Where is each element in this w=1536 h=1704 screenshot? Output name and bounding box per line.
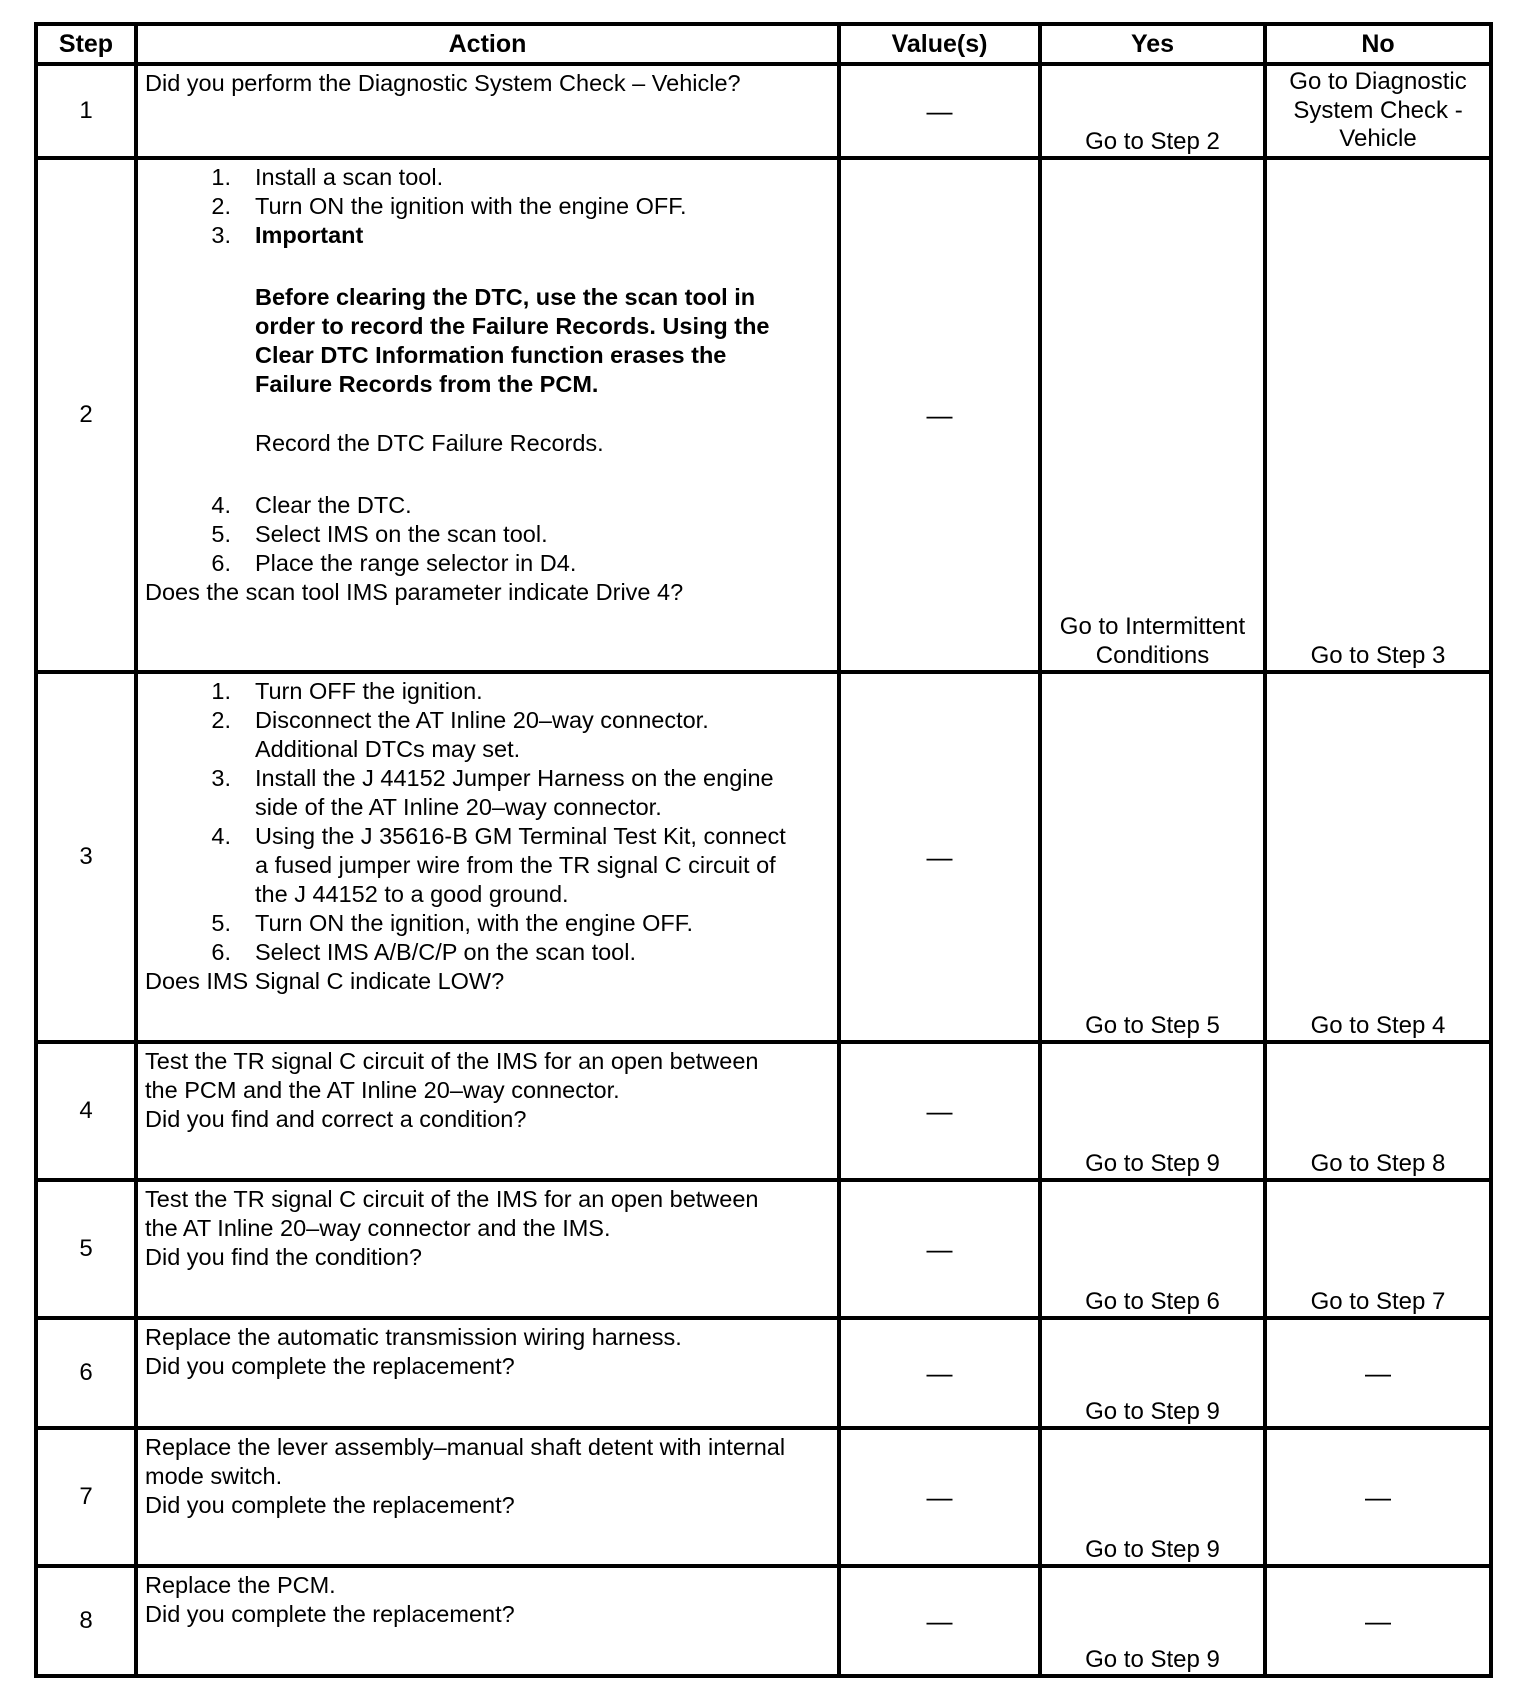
no-cell [1265,64,1491,158]
action-cell [136,64,839,158]
table-row-step-6 [36,1318,1491,1428]
list-item: 2. Turn ON the ignition with the engine OFF. [211,193,687,219]
header-action: Action [136,24,839,64]
list-item: 6. Select IMS A/B/C/P on the scan tool. [211,939,636,965]
no-cell: Go to Step 4 [1265,672,1491,1042]
step-number: 6 [36,1318,136,1428]
table-row-step-7 [36,1428,1491,1566]
table-row-step-8 [36,1566,1491,1676]
value-cell: — [839,672,1040,1042]
question-text: Did you complete the replacement? [145,1492,515,1518]
important-note: Before clearing the DTC, use the scan tool in order to record the Failure Records. Using the Clear DTC Information function erases the Failure Records from the PCM. [255,284,770,397]
diagnostic-table [34,22,1493,1678]
yes-cell: Go to Step 9 [1040,1566,1265,1676]
header-step: Step [36,24,136,64]
step-number: 4 [36,1042,136,1180]
list-item: 1. Install a scan tool. [211,164,444,190]
header-row [36,24,1491,64]
step-number: 8 [36,1566,136,1676]
value-cell: — [839,1428,1040,1566]
action-cell [136,158,839,672]
procedure-list [145,491,829,578]
yes-cell: Go to Step 2 [1040,64,1265,158]
table-row-step-5 [36,1180,1491,1318]
action-text: Did you perform the Diagnostic System Check – Vehicle? [145,70,741,96]
no-cell: Go to Step 3 [1265,158,1491,672]
yes-cell: Go to Step 5 [1040,672,1265,1042]
no-cell: Go to Step 8 [1265,1042,1491,1180]
list-item: 5. Turn ON the ignition, with the engine OFF. [211,910,694,936]
yes-cell: Go to Step 6 [1040,1180,1265,1318]
no-line: Vehicle [1339,125,1417,152]
list-item: 2. Disconnect the AT Inline 20–way connector. Additional DTCs may set. [211,707,709,762]
action-cell: Replace the automatic transmission wiring harness. Did you complete the replacement? [136,1318,839,1428]
value-cell: — [839,158,1040,672]
table-row-step-1 [36,64,1491,158]
step-number: 5 [36,1180,136,1318]
no-line: System Check - [1293,96,1463,124]
header-values: Value(s) [839,24,1040,64]
value-cell: — [839,64,1040,158]
question-text: Did you complete the replacement? [145,1353,515,1379]
table-row-step-2 [36,158,1491,672]
action-cell: Replace the lever assembly–manual shaft detent with internal mode switch. Did you complete the replacement? [136,1428,839,1566]
no-cell: — [1265,1318,1491,1428]
no-line: Go to Diagnostic [1289,68,1467,95]
question-text: Did you find the condition? [145,1244,422,1270]
list-item: 6. Place the range selector in D4. [211,550,577,576]
question-text: Does the scan tool IMS parameter indicate Drive 4? [145,579,684,605]
list-item: 1. Turn OFF the ignition. [211,678,483,704]
value-cell: — [839,1042,1040,1180]
no-cell: — [1265,1428,1491,1566]
question-text: Did you find and correct a condition? [145,1106,527,1132]
value-cell: — [839,1318,1040,1428]
yes-cell: Go to Intermittent Conditions [1040,158,1265,672]
action-cell: Replace the PCM. Did you complete the replacement? [136,1566,839,1676]
list-item: 4. Clear the DTC. [211,492,412,518]
action-cell [136,672,839,1042]
action-cell: Test the TR signal C circuit of the IMS for an open between the PCM and the AT Inline 20–way connector. Did you find and correct a condition? [136,1042,839,1180]
table-row-step-4 [36,1042,1491,1180]
action-cell: Test the TR signal C circuit of the IMS for an open between the AT Inline 20–way connector and the IMS. Did you find the condition? [136,1180,839,1318]
table-row-step-3 [36,672,1491,1042]
record-instruction: Record the DTC Failure Records. [255,430,604,456]
list-item: 4. Using the J 35616-B GM Terminal Test Kit, connect a fused jumper wire from the TR signal C circuit of the J 44152 to a good ground. [211,823,786,907]
value-cell: — [839,1180,1040,1318]
step-number: 3 [36,672,136,1042]
no-cell: Go to Step 7 [1265,1180,1491,1318]
step-number: 1 [36,64,136,158]
procedure-list [145,677,829,967]
list-item: 3. Important [211,222,364,248]
yes-cell: Go to Step 9 [1040,1042,1265,1180]
question-text: Did you complete the replacement? [145,1601,515,1627]
yes-cell: Go to Step 9 [1040,1318,1265,1428]
step-number: 2 [36,158,136,672]
no-cell: — [1265,1566,1491,1676]
step-number: 7 [36,1428,136,1566]
header-no: No [1265,24,1491,64]
yes-cell: Go to Step 9 [1040,1428,1265,1566]
list-item: 3. Install the J 44152 Jumper Harness on the engine side of the AT Inline 20–way connector. [211,765,774,820]
value-cell: — [839,1566,1040,1676]
header-yes: Yes [1040,24,1265,64]
list-item: 5. Select IMS on the scan tool. [211,521,548,547]
procedure-list [145,163,829,250]
question-text: Does IMS Signal C indicate LOW? [145,968,505,994]
